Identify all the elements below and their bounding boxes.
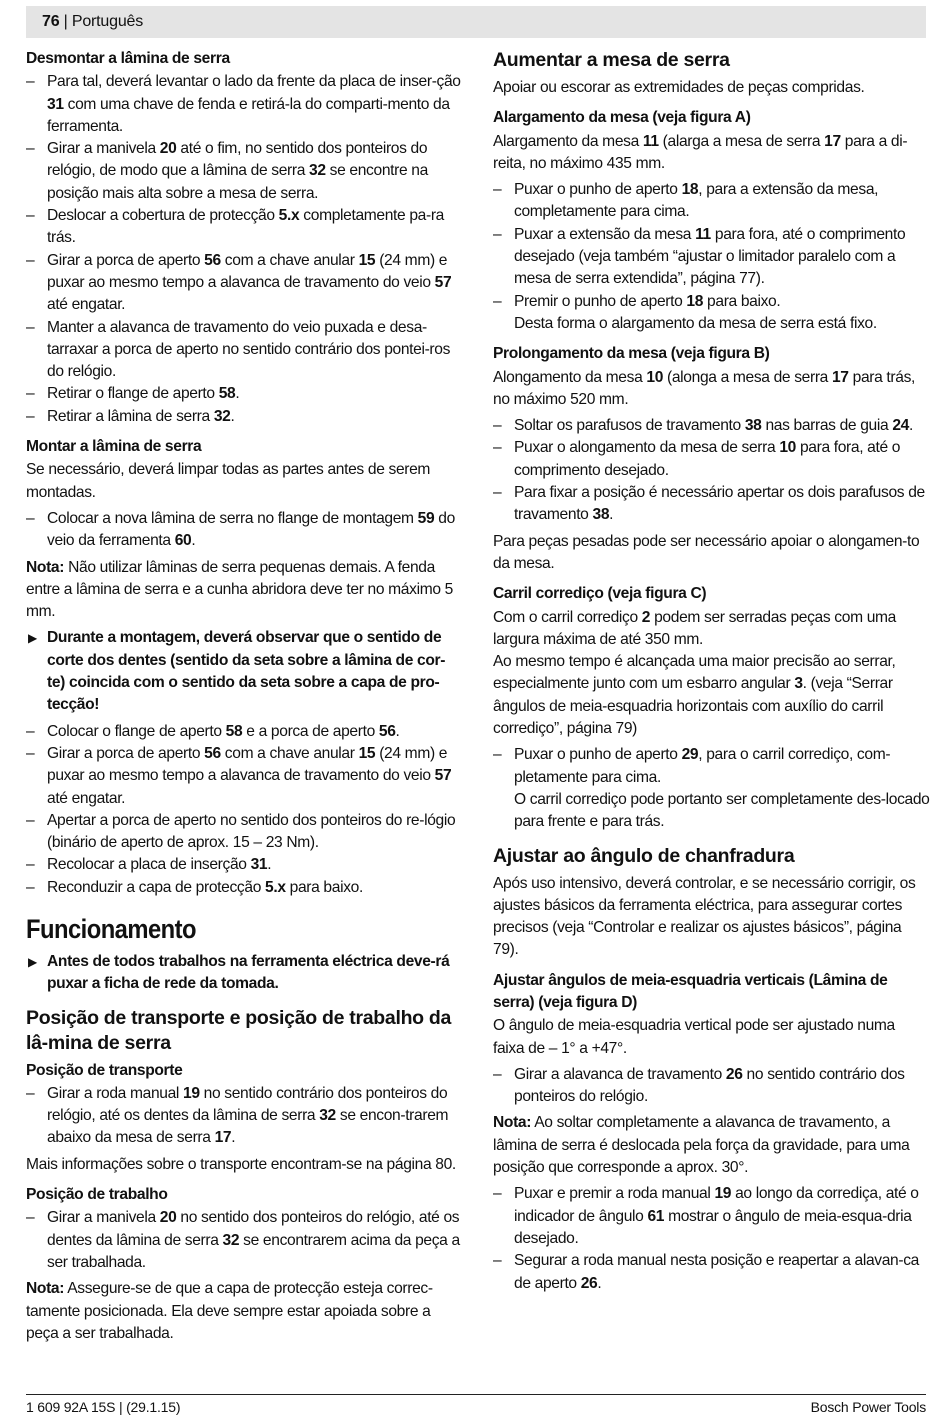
heading-bevel-angle: Ajustar ao ângulo de chanfradura: [493, 844, 795, 867]
text-segment: para fora, até o comprimento desejado (veja também “ajustar o limitador paralelo com a mesa de serra extendida”, página 77).: [514, 225, 906, 288]
reference-number: 31: [47, 95, 64, 113]
transport-info: Mais informações sobre o transporte encontram-se na página 80.: [26, 1155, 456, 1173]
vertical-miter-note: [493, 1112, 930, 1179]
text-segment: Retirar o flange de aperto: [47, 385, 219, 403]
page-header-text: [42, 13, 143, 31]
reference-number: 32: [309, 162, 326, 180]
text-segment: Deslocar a cobertura de protecção: [47, 207, 279, 225]
text-segment: no sentido dos ponteiros do relógio, até os dentes da lâmina de serra: [47, 1209, 460, 1249]
text-segment: com a chave anular: [220, 251, 359, 269]
sliding-rail-result: O carril corrediço pode portanto ser completamente des-locado para frente e para trás.: [514, 790, 930, 831]
work-position-note: [26, 1278, 463, 1345]
reference-number: 32: [222, 1231, 240, 1249]
section-title-remove-blade: Desmontar a lâmina de serra: [26, 50, 230, 67]
text-segment: .: [908, 417, 913, 435]
text-segment: Girar a porca de aperto: [47, 251, 205, 269]
text-segment: Puxar o punho de aperto: [514, 746, 682, 764]
mount-blade-steps-2: [26, 721, 463, 899]
list-item: [26, 205, 463, 250]
section-title-table-lengthening: Prolongamento da mesa (veja figura B): [493, 345, 770, 363]
text-segment: .: [395, 722, 400, 740]
text-segment: no sentido contrário dos ponteiros do relógio, até os dentes da lâmina de serra: [47, 1084, 448, 1125]
reference-number: 11: [642, 132, 659, 150]
reference-number: 3: [794, 675, 803, 693]
text-segment: Manter a alavanca de travamento do veio puxada e desa-tarraxar a porca de aperto no sentido contrário dos pontei-ros do relógio.: [47, 318, 451, 381]
extend-table-intro: Apoiar ou escorar as extremidades de peças compridas.: [493, 79, 865, 96]
list-item: [493, 1064, 930, 1109]
list-item: [493, 482, 930, 527]
reference-number: 57: [434, 767, 452, 785]
reference-number: 5.x: [278, 207, 300, 225]
text-segment: Segurar a roda manual nesta posição e reapertar a alavan-ca de aperto: [514, 1252, 919, 1292]
text-segment: para a di-reita, no máximo 435 mm.: [493, 132, 908, 172]
text-segment: , para a extensão da mesa, completamente para cima.: [514, 181, 879, 221]
text-segment: e a porca de aperto: [242, 722, 379, 740]
section-title-vertical-miter: Ajustar ângulos de meia-esquadria verticais (Lâmina de serra) (veja figura D): [493, 971, 888, 1011]
reference-number: 59: [417, 509, 435, 527]
note-text: Assegure-se de que a capa de protecção esteja correc-tamente posicionada. Ela deve sempre estar apoiada sobre a peça a ser trabalhada.: [26, 1280, 433, 1342]
reference-number: 15: [358, 251, 376, 269]
reference-number: 38: [592, 506, 610, 524]
page-number: 76: [42, 13, 60, 30]
text-segment: no sentido contrário dos ponteiros do relógio.: [514, 1065, 905, 1106]
reference-number: 11: [695, 225, 711, 243]
triangle-bullet-icon: ▶: [28, 631, 37, 646]
text-segment: Puxar o alongamento da mesa de serra: [514, 439, 780, 457]
text-segment: Puxar o punho de aperto: [514, 181, 682, 199]
text-segment: .: [597, 1274, 602, 1292]
sliding-rail-p1: [493, 607, 930, 652]
list-item: [26, 406, 463, 428]
text-segment: até o fim, no sentido dos ponteiros do relógio, de modo que a lâmina de serra: [47, 140, 428, 180]
reference-number: 29: [681, 746, 699, 764]
reference-number: 19: [714, 1185, 732, 1203]
text-segment: do veio da ferramenta: [47, 509, 455, 550]
reference-number: 17: [831, 368, 849, 386]
text-segment: .: [191, 532, 196, 550]
list-item: [26, 810, 463, 855]
text-segment: .: [267, 856, 272, 874]
footer-divider: [26, 1394, 926, 1395]
triangle-bullet-icon: ▶: [28, 954, 37, 969]
warning-text: Durante a montagem, deverá observar que o sentido de corte dos dentes (sentido da seta sobre a lâmina de cor-te) coincida com o sentido da seta sobre a capa de pro-tecção!: [47, 629, 446, 714]
list-item: [493, 291, 930, 313]
reference-number: 18: [686, 292, 704, 310]
reference-number: 32: [213, 407, 231, 425]
text-segment: (alarga a mesa de serra: [658, 132, 825, 150]
text-segment: Reconduzir a capa de protecção: [47, 878, 266, 896]
text-segment: mostrar o ângulo de meia-esqua-dria desejado.: [514, 1207, 912, 1247]
reference-number: 58: [225, 722, 243, 740]
text-segment: para baixo.: [285, 878, 363, 896]
list-item: [493, 437, 930, 482]
reference-number: 2: [641, 608, 651, 626]
text-segment: se encon-trarem abaixo da mesa de serra: [47, 1107, 449, 1147]
list-item: [493, 224, 930, 291]
list-item: [493, 1250, 930, 1295]
text-segment: (24 mm) e puxar ao mesmo tempo a alavanca de travamento do veio: [47, 744, 448, 785]
transport-position-steps: [26, 1083, 463, 1150]
table-widening-steps: [493, 179, 930, 313]
section-title-transport-position: Posição de transporte: [26, 1061, 183, 1079]
operation-warning: [26, 951, 463, 996]
text-segment: completamente pa-ra trás.: [47, 207, 444, 247]
reference-number: 10: [646, 368, 664, 386]
footer-brand: Bosch Power Tools: [810, 1399, 926, 1415]
text-segment: Alargamento da mesa: [493, 132, 643, 150]
section-title-mount-blade: Montar a lâmina de serra: [26, 438, 202, 456]
header-separator: |: [63, 13, 68, 30]
list-item: [26, 317, 463, 384]
table-widening-intro: [493, 131, 930, 176]
text-segment: Com o carril corrediço: [493, 608, 642, 626]
list-item: [26, 383, 463, 405]
text-segment: Recolocar a placa de inserção: [47, 856, 251, 874]
text-segment: Girar a manivela: [47, 1209, 160, 1227]
reference-number: 19: [183, 1084, 200, 1102]
reference-number: 26: [580, 1274, 598, 1292]
text-segment: para fora, até o comprimento desejado.: [514, 439, 901, 479]
text-segment: Ao mesmo tempo é alcançada uma maior precisão ao serrar, especialmente junto com um esbarro angular: [493, 653, 896, 693]
right-column: [493, 48, 930, 1299]
sliding-rail-p2: [493, 651, 930, 740]
list-item: [26, 71, 463, 138]
heading-transport-work-position: Posição de transporte e posição de trabalho da lâ-mina de serra: [26, 1006, 452, 1054]
section-title-table-widening: Alargamento da mesa (veja figura A): [493, 109, 751, 127]
section-title-work-position: Posição de trabalho: [26, 1186, 168, 1204]
reference-number: 58: [218, 385, 236, 403]
text-segment: Colocar o flange de aperto: [47, 722, 226, 740]
section-title-sliding-rail: Carril corrediço (veja figura C): [493, 585, 707, 603]
page-header: [26, 6, 926, 38]
reference-number: 61: [647, 1207, 665, 1225]
work-position-steps: [26, 1207, 463, 1274]
bevel-angle-intro: Após uso intensivo, deverá controlar, e se necessário corrigir, os ajustes básicos da ferramenta eléctrica, para assegurar cortes precisos (veja “Controlar e realizar os ajustes básicos”, página 79).: [493, 874, 916, 959]
text-segment: Apertar a porca de aperto no sentido dos ponteiros do re-lógio (binário de aperto de aprox. 15 – 23 Nm).: [47, 811, 456, 852]
reference-number: 18: [681, 181, 699, 199]
text-segment: com uma chave de fenda e retirá-la do comparti-mento da ferramenta.: [47, 95, 450, 135]
text-segment: se encontrarem acima da peça a ser trabalhada.: [47, 1231, 460, 1271]
text-segment: .: [231, 1129, 236, 1147]
text-segment: até engatar.: [47, 789, 126, 807]
list-item: [493, 415, 930, 437]
sliding-rail-steps: [493, 744, 930, 789]
note-text: Ao soltar completamente a alavanca de travamento, a lâmina de serra é deslocada pela força da gravidade, para uma posição que corresponde a aprox. 30°.: [493, 1114, 910, 1177]
text-segment: Soltar os parafusos de travamento: [514, 417, 745, 435]
reference-number: 32: [319, 1107, 336, 1125]
list-item: [26, 721, 463, 743]
reference-number: 38: [744, 417, 762, 435]
text-segment: Premir o punho de aperto: [514, 292, 687, 310]
text-segment: Girar a manivela: [47, 140, 160, 158]
text-segment: Colocar a nova lâmina de serra no flange de montagem: [47, 509, 418, 527]
note-text: Não utilizar lâminas de serra pequenas demais. A fenda entre a lâmina de serra e a cunha abridora deve ter no máximo 5 mm.: [26, 558, 453, 621]
list-item: [26, 1083, 463, 1150]
note-label: Nota:: [493, 1114, 532, 1132]
text-segment: Retirar a lâmina de serra: [47, 407, 214, 425]
list-item: [26, 138, 463, 205]
text-segment: , para o carril corrediço, com-pletamente para cima.: [514, 746, 891, 786]
vertical-miter-intro: O ângulo de meia-esquadria vertical pode ser ajustado numa faixa de – 1° a +47°.: [493, 1017, 895, 1057]
text-segment: (24 mm) e puxar ao mesmo tempo a alavanca de travamento do veio: [47, 251, 448, 291]
reference-number: 56: [204, 744, 221, 762]
text-segment: Girar a alavanca de travamento: [514, 1065, 726, 1083]
header-language: Português: [71, 13, 144, 30]
text-segment: .: [235, 385, 240, 403]
text-segment: (alonga a mesa de serra: [663, 368, 832, 386]
reference-number: 60: [174, 532, 192, 550]
left-column: [26, 48, 463, 1349]
reference-number: 26: [725, 1065, 743, 1083]
reference-number: 20: [159, 140, 177, 158]
list-item: [493, 179, 930, 224]
text-segment: com a chave anular: [220, 744, 359, 762]
heading-extend-table: Aumentar a mesa de serra: [493, 49, 730, 71]
note-label: Nota:: [26, 1280, 65, 1298]
mount-blade-warning: [26, 627, 463, 716]
text-segment: .: [609, 506, 614, 524]
list-item: [26, 854, 463, 876]
text-segment: até engatar.: [47, 296, 126, 314]
remove-blade-steps: [26, 71, 463, 428]
text-segment: Para fixar a posição é necessário apertar os dois parafusos de travamento: [514, 484, 925, 524]
table-lengthening-steps: [493, 415, 930, 526]
heading-operation: Funcionamento: [26, 913, 197, 944]
mount-blade-intro: Se necessário, deverá limpar todas as partes antes de serem montadas.: [26, 461, 431, 501]
reference-number: 17: [214, 1129, 232, 1147]
reference-number: 24: [892, 417, 909, 435]
text-segment: podem ser serradas peças com uma largura máxima de até 350 mm.: [493, 608, 896, 648]
reference-number: 20: [159, 1209, 177, 1227]
list-item: [493, 1183, 930, 1250]
text-segment: . (veja “Serrar ângulos de meia-esquadria horizontais com auxílio do carril corrediço”, página 79): [493, 675, 893, 738]
text-segment: Girar a roda manual: [47, 1084, 184, 1102]
text-segment: Girar a porca de aperto: [47, 744, 205, 762]
text-segment: ao longo da corrediça, até o indicador de ângulo: [514, 1185, 919, 1225]
text-segment: .: [230, 407, 235, 425]
vertical-miter-steps-2: [493, 1183, 930, 1294]
list-item: [26, 743, 463, 810]
warning-text: Antes de todos trabalhos na ferramenta eléctrica deve-rá puxar a ficha de rede da tomada.: [47, 952, 450, 993]
table-lengthening-intro: [493, 367, 930, 412]
reference-number: 10: [779, 439, 796, 457]
text-segment: para trás, no máximo 520 mm.: [493, 368, 915, 408]
text-segment: Para tal, deverá levantar o lado da frente da placa de inser-ção: [47, 73, 461, 91]
list-item: [26, 250, 463, 317]
reference-number: 56: [378, 722, 396, 740]
text-segment: Puxar e premir a roda manual: [514, 1185, 715, 1203]
text-segment: nas barras de guia: [761, 417, 893, 435]
note-label: Nota:: [26, 558, 65, 576]
list-item: [493, 744, 930, 789]
table-widening-result: Desta forma o alargamento da mesa de serra está fixo.: [514, 314, 877, 332]
mount-blade-steps-1: [26, 508, 463, 553]
reference-number: 57: [434, 273, 452, 291]
reference-number: 31: [250, 856, 268, 874]
mount-blade-note: [26, 557, 463, 624]
text-segment: Puxar a extensão da mesa: [514, 225, 696, 243]
list-item: [26, 1207, 463, 1274]
table-lengthening-text: Para peças pesadas pode ser necessário apoiar o alongamen-to da mesa.: [493, 532, 920, 572]
list-item: [26, 508, 463, 553]
reference-number: 17: [824, 132, 841, 150]
text-segment: para baixo.: [703, 292, 781, 310]
text-segment: Alongamento da mesa: [493, 368, 647, 386]
vertical-miter-steps-1: [493, 1064, 930, 1109]
footer-document-code: 1 609 92A 15S | (29.1.15): [26, 1399, 181, 1415]
list-item: [26, 877, 463, 899]
text-segment: se encontre na posição mais alta sobre a mesa de serra.: [47, 162, 428, 202]
reference-number: 56: [204, 251, 221, 269]
reference-number: 5.x: [265, 878, 286, 896]
reference-number: 15: [358, 744, 376, 762]
